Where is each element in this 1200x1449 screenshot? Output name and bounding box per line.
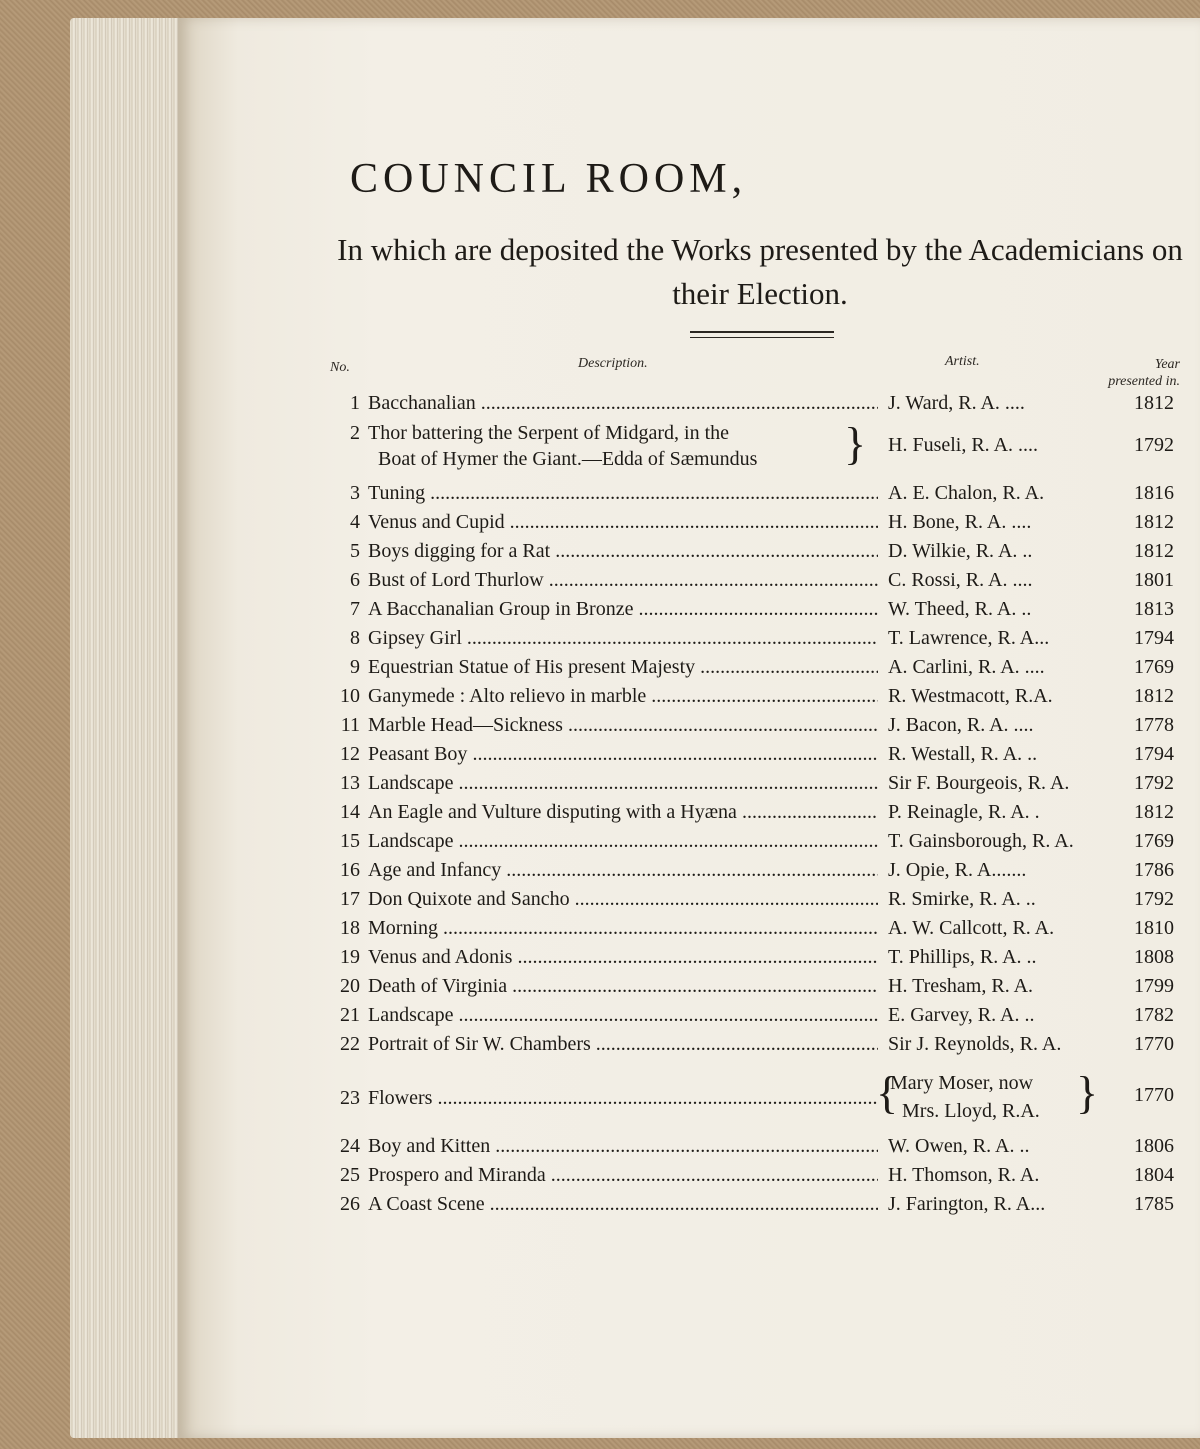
row-year: 1782	[1134, 1004, 1174, 1026]
row-artist: A. W. Callcott, R. A.	[888, 917, 1055, 939]
row-artist: J. Opie, R. A.......	[888, 859, 1027, 881]
row-year: 1801	[1134, 569, 1174, 591]
row-year: 1785	[1134, 1193, 1174, 1215]
row-artist: C. Rossi, R. A. ....	[888, 569, 1033, 591]
row-artist: J. Bacon, R. A. ....	[888, 714, 1034, 736]
row-number: 23	[340, 1087, 360, 1109]
row-number: 8	[350, 627, 360, 649]
row-description: Bacchanalian .....	[368, 392, 878, 415]
row-year: 1786	[1134, 859, 1174, 881]
row-description: A Coast Scene .....	[368, 1193, 878, 1216]
row-description: Gipsey Girl .....	[368, 627, 878, 650]
row-number: 15	[340, 830, 360, 852]
row-number: 2	[350, 422, 360, 444]
column-header-year: Year presented in.	[1108, 357, 1180, 389]
row-year: 1810	[1134, 917, 1174, 939]
divider-rule	[690, 331, 834, 333]
row-description: Landscape .....	[368, 772, 878, 795]
row-artist: Sir F. Bourgeois, R. A.	[888, 772, 1070, 794]
row-description: Flowers .....	[368, 1087, 878, 1110]
row-description: Venus and Cupid .....	[368, 511, 878, 534]
page-edges	[70, 18, 190, 1438]
right-brace: }	[844, 418, 867, 469]
row-number: 9	[350, 656, 360, 678]
row-description: Venus and Adonis .....	[368, 946, 878, 969]
row-description: Marble Head—Sickness .....	[368, 714, 878, 737]
page-title: COUNCIL ROOM,	[350, 156, 748, 202]
row-number: 5	[350, 540, 360, 562]
row-number: 14	[340, 801, 360, 823]
row-number: 22	[340, 1033, 360, 1055]
row-artist: T. Phillips, R. A. ..	[888, 946, 1037, 968]
row-description: Boy and Kitten .....	[368, 1135, 878, 1158]
left-brace: {	[876, 1067, 899, 1118]
row-description: Ganymede : Alto relievo in marble .....	[368, 685, 878, 708]
row-description: Equestrian Statue of His present Majesty .....	[368, 656, 878, 679]
row-number: 18	[340, 917, 360, 939]
row-number: 1	[350, 392, 360, 414]
row-year: 1769	[1134, 830, 1174, 852]
row-description: Tuning .....	[368, 482, 878, 505]
row-description-line2: Boat of Hymer the Giant.—Edda of Sæmundus	[378, 448, 758, 470]
row-number: 6	[350, 569, 360, 591]
row-description: Prospero and Miranda .....	[368, 1164, 878, 1187]
row-artist: H. Bone, R. A. ....	[888, 511, 1032, 533]
row-year: 1769	[1134, 656, 1174, 678]
row-artist: W. Owen, R. A. ..	[888, 1135, 1030, 1157]
row-artist: T. Lawrence, R. A...	[888, 627, 1050, 649]
row-description: Boys digging for a Rat .....	[368, 540, 878, 563]
row-year: 1812	[1134, 540, 1174, 562]
row-description: Morning .....	[368, 917, 878, 940]
row-year: 1812	[1134, 685, 1174, 707]
row-year: 1812	[1134, 801, 1174, 823]
row-description: An Eagle and Vulture disputing with a Hyæna .....	[368, 801, 878, 824]
row-number: 21	[340, 1004, 360, 1026]
row-artist: R. Westall, R. A. ..	[888, 743, 1038, 765]
column-header-description: Description.	[578, 356, 648, 371]
row-artist: J. Ward, R. A. ....	[888, 392, 1025, 414]
row-year: 1792	[1134, 434, 1174, 456]
row-year: 1813	[1134, 598, 1174, 620]
row-number: 4	[350, 511, 360, 533]
row-year: 1792	[1134, 772, 1174, 794]
row-number: 11	[340, 714, 360, 736]
row-description: Don Quixote and Sancho .....	[368, 888, 878, 911]
row-artist: R. Westmacott, R.A.	[888, 685, 1053, 707]
row-artist: T. Gainsborough, R. A.	[888, 830, 1074, 852]
row-description: A Bacchanalian Group in Bronze .....	[368, 598, 878, 621]
row-number: 12	[340, 743, 360, 765]
row-number: 10	[340, 685, 360, 707]
row-artist: H. Tresham, R. A.	[888, 975, 1034, 997]
row-year: 1770	[1134, 1033, 1174, 1055]
row-description: Bust of Lord Thurlow .....	[368, 569, 878, 592]
row-number: 19	[340, 946, 360, 968]
row-year: 1799	[1134, 975, 1174, 997]
row-number: 24	[340, 1135, 360, 1157]
row-number: 25	[340, 1164, 360, 1186]
row-number: 17	[340, 888, 360, 910]
row-year: 1808	[1134, 946, 1174, 968]
row-artist: A. Carlini, R. A. ....	[888, 656, 1045, 678]
row-number: 3	[350, 482, 360, 504]
row-year: 1792	[1134, 888, 1174, 910]
row-artist-line1: Mary Moser, now	[890, 1072, 1034, 1094]
row-year: 1806	[1134, 1135, 1174, 1157]
column-header-artist: Artist.	[945, 354, 980, 369]
page-subtitle: In which are deposited the Works presented by the Academicians on their Election.	[337, 232, 1183, 311]
row-artist: R. Smirke, R. A. ..	[888, 888, 1036, 910]
row-number: 13	[340, 772, 360, 794]
row-year: 1812	[1134, 511, 1174, 533]
right-brace: }	[1076, 1067, 1099, 1118]
row-description: Death of Virginia .....	[368, 975, 878, 998]
row-year: 1812	[1134, 392, 1174, 414]
row-description: Landscape .....	[368, 1004, 878, 1027]
divider-rule	[690, 337, 834, 338]
row-year: 1816	[1134, 482, 1174, 504]
row-number: 26	[340, 1193, 360, 1215]
row-number: 20	[340, 975, 360, 997]
row-artist-line2: Mrs. Lloyd, R.A.	[902, 1100, 1040, 1122]
row-description: Portrait of Sir W. Chambers .....	[368, 1033, 878, 1056]
row-artist: Sir J. Reynolds, R. A.	[888, 1033, 1062, 1055]
row-artist: D. Wilkie, R. A. ..	[888, 540, 1033, 562]
row-artist: W. Theed, R. A. ..	[888, 598, 1032, 620]
row-description-line1: Thor battering the Serpent of Midgard, in the	[368, 422, 730, 444]
row-artist: H. Thomson, R. A.	[888, 1164, 1040, 1186]
row-artist: E. Garvey, R. A. ..	[888, 1004, 1035, 1026]
row-artist: H. Fuseli, R. A. ....	[888, 434, 1039, 456]
row-artist: A. E. Chalon, R. A.	[888, 482, 1045, 504]
row-description: Peasant Boy .....	[368, 743, 878, 766]
row-year: 1794	[1134, 743, 1174, 765]
row-description: Age and Infancy .....	[368, 859, 878, 882]
column-header-no: No.	[330, 360, 350, 375]
row-artist: J. Farington, R. A...	[888, 1193, 1046, 1215]
row-year: 1770	[1134, 1084, 1174, 1106]
row-artist: P. Reinagle, R. A. .	[888, 801, 1040, 823]
row-number: 16	[340, 859, 360, 881]
row-year: 1804	[1134, 1164, 1174, 1186]
row-year: 1778	[1134, 714, 1174, 736]
row-number: 7	[350, 598, 360, 620]
row-year: 1794	[1134, 627, 1174, 649]
row-description: Landscape .....	[368, 830, 878, 853]
